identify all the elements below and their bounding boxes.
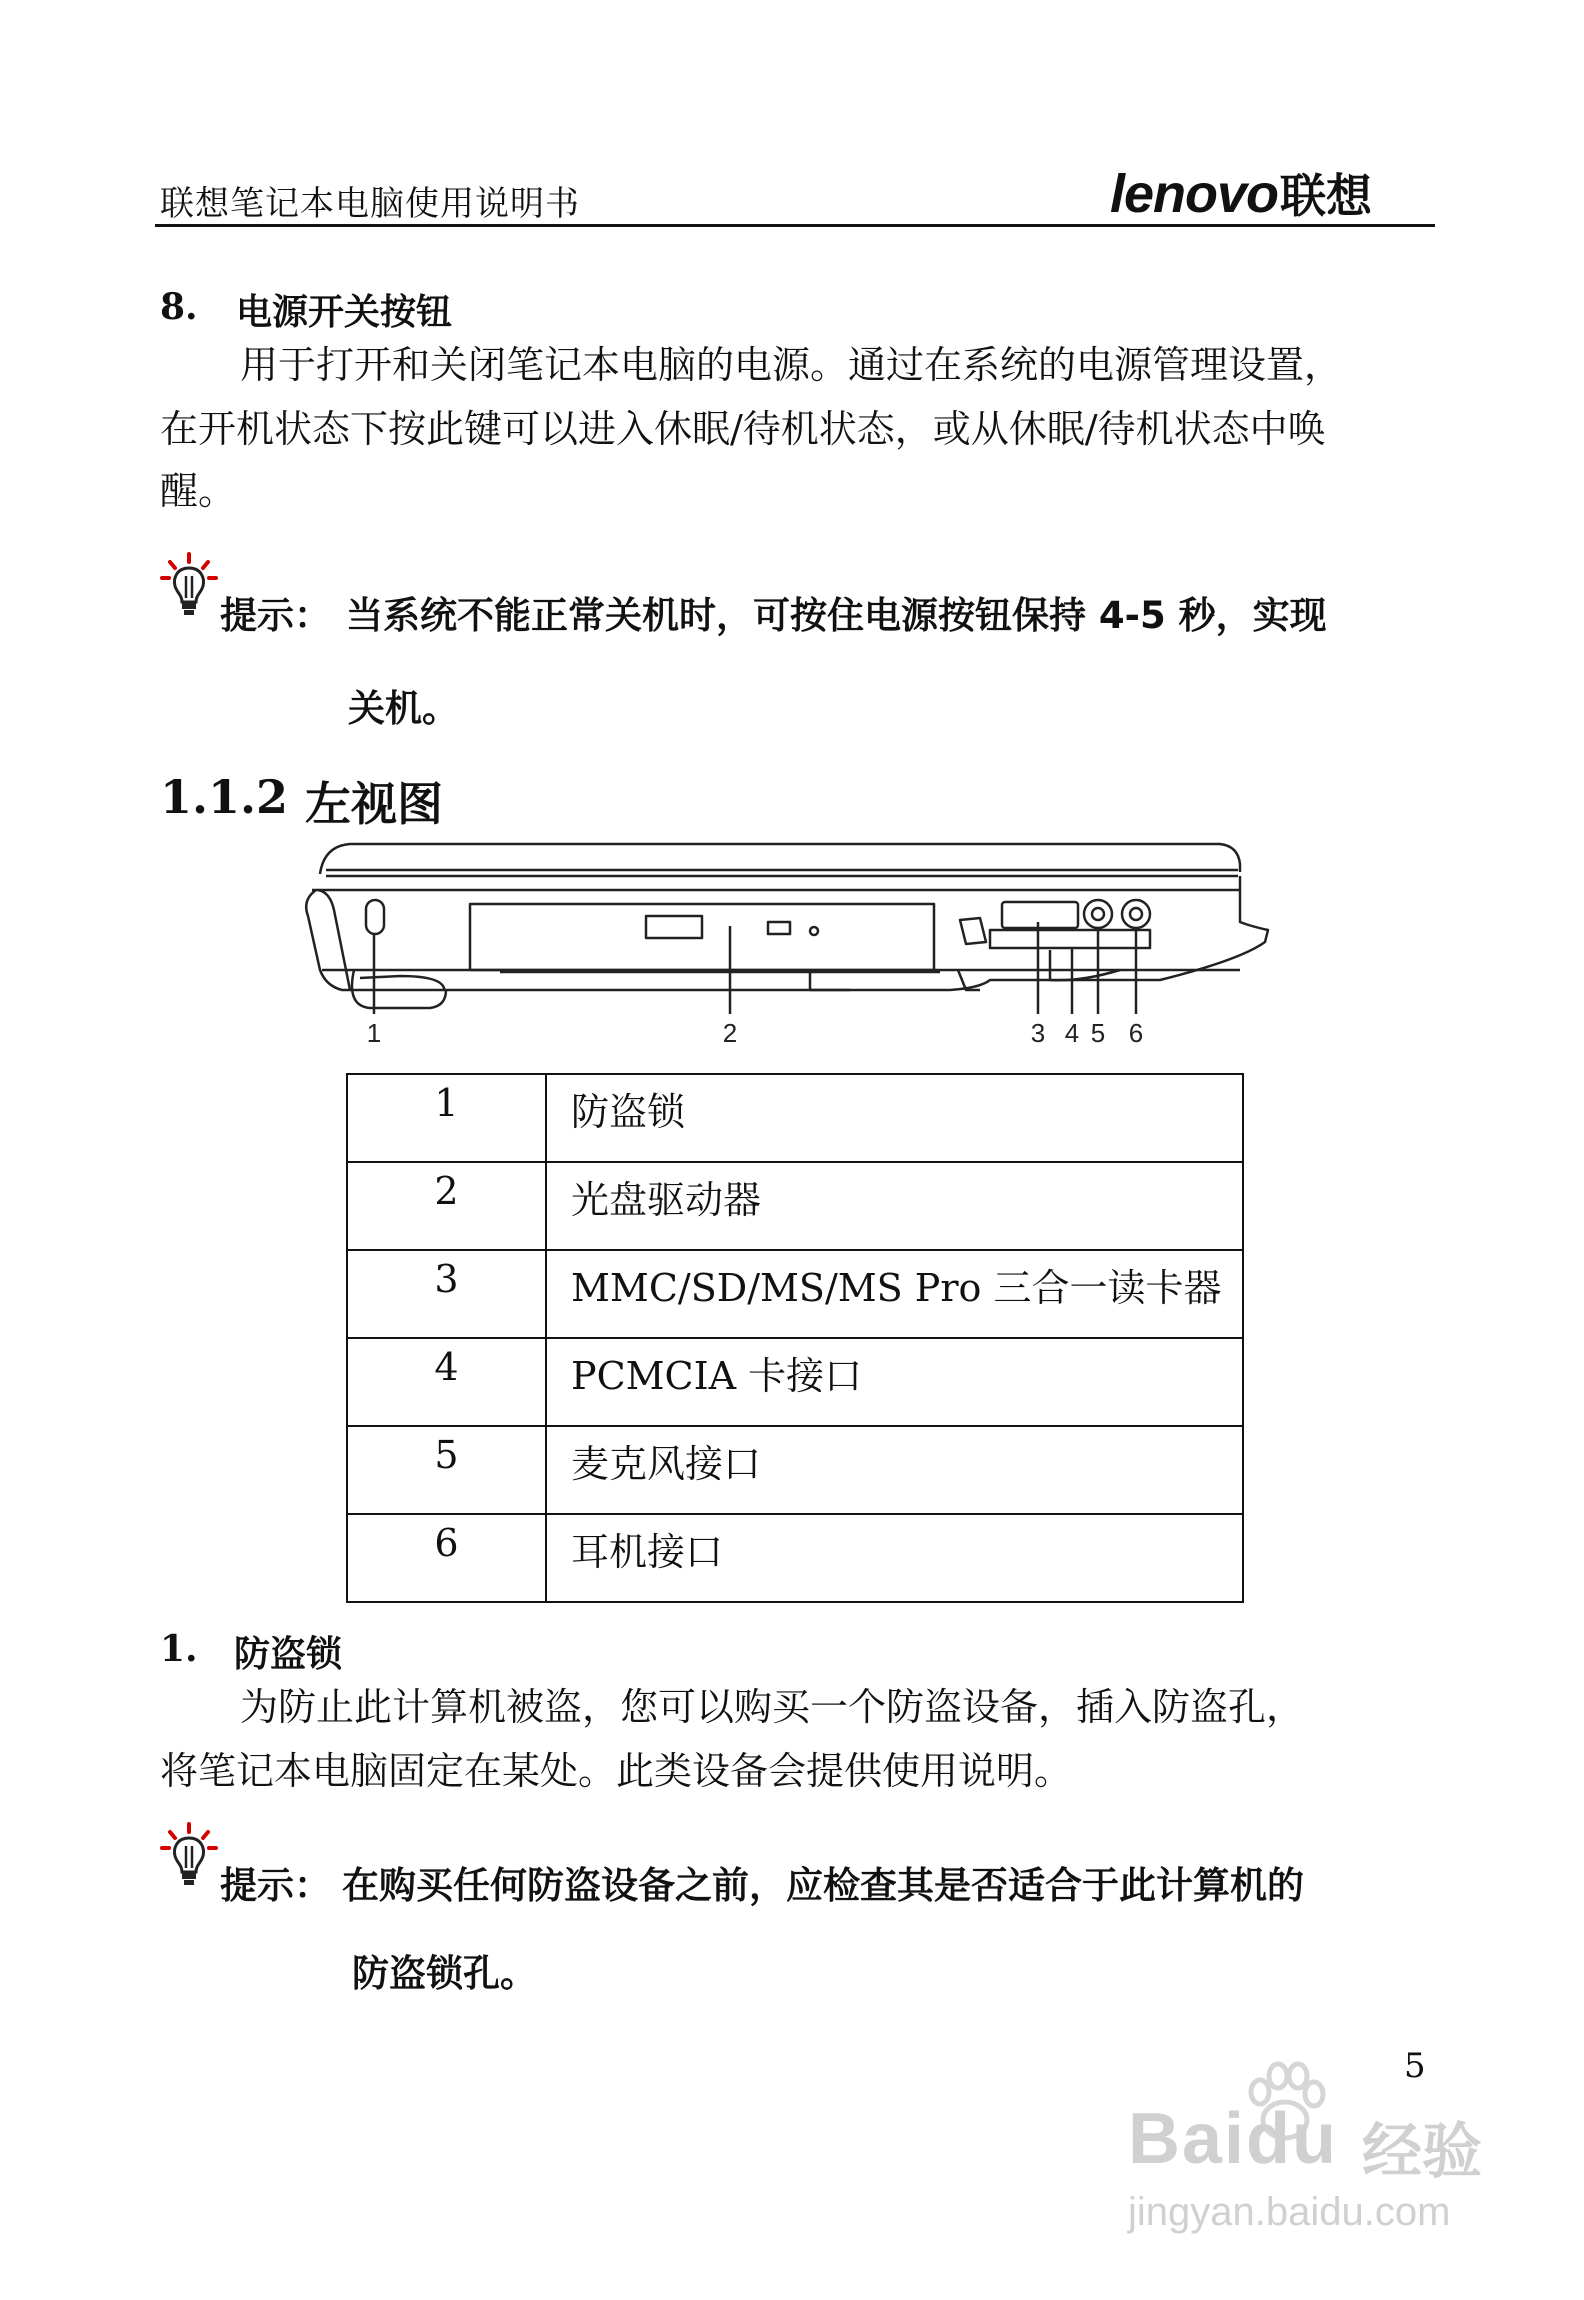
parts-table <box>346 1073 1244 1603</box>
watermark-cn: 经验 <box>1362 2118 1482 2185</box>
section-8-para-line-2: 在开机状态下按此键可以进入休眠/待机状态，或从休眠/待机状态中唤 <box>160 407 1326 451</box>
headphone-jack <box>1122 900 1150 928</box>
tip-1-label: 提示： <box>220 594 331 637</box>
optical-drive-eject-button <box>646 916 702 938</box>
security-lock-slot <box>366 900 384 934</box>
lenovo-logo-cn: 联想 <box>1280 170 1373 222</box>
tip-1-line-2: 关机。 <box>348 687 459 730</box>
mic-jack <box>1084 900 1112 928</box>
tip-2-label: 提示： <box>220 1864 331 1907</box>
part-number: 3 <box>347 1250 546 1338</box>
section-8-number: 8. <box>160 286 198 328</box>
watermark-url: jingyan.baidu.com <box>1128 2190 1451 2234</box>
part-number: 1 <box>347 1074 546 1162</box>
callout-5: 5 <box>1090 1018 1106 1048</box>
callout-3: 3 <box>1030 1018 1046 1048</box>
part-description: MMC/SD/MS/MS Pro 三合一读卡器 <box>546 1250 1243 1338</box>
section-1-para-line-1: 为防止此计算机被盗，您可以购买一个防盗设备，插入防盗孔， <box>240 1685 1305 1729</box>
tip-1-line-1: 当系统不能正常关机时，可按住电源按钮保持 4-5 秒，实现 <box>346 594 1327 637</box>
header-divider <box>155 224 1435 227</box>
lightbulb-icon <box>158 1820 220 1890</box>
table-row <box>347 1250 1243 1338</box>
part-description: 光盘驱动器 <box>546 1162 1243 1250</box>
section-8-para-line-1: 用于打开和关闭笔记本电脑的电源。通过在系统的电源管理设置， <box>240 343 1343 387</box>
part-description: 麦克风接口 <box>546 1426 1243 1514</box>
section-1-number: 1. <box>160 1628 198 1670</box>
table-row <box>347 1338 1243 1426</box>
watermark-brand: Baidu <box>1128 2099 1339 2179</box>
optical-drive-led <box>768 922 790 934</box>
optical-drive-pinhole <box>810 927 818 935</box>
part-description: 防盗锁 <box>546 1074 1243 1162</box>
laptop-left-view-diagram <box>290 830 1280 1070</box>
tip-2-line-1: 在购买任何防盗设备之前，应检查其是否适合于此计算机的 <box>342 1864 1304 1907</box>
section-112-title: 左视图 <box>305 777 443 831</box>
callout-1: 1 <box>366 1018 382 1048</box>
lenovo-logo-text: lenovo <box>1110 164 1279 224</box>
callout-2: 2 <box>722 1018 738 1048</box>
table-row <box>347 1162 1243 1250</box>
part-description: 耳机接口 <box>546 1514 1243 1602</box>
table-row <box>347 1426 1243 1514</box>
table-row <box>347 1514 1243 1602</box>
page-number: 5 <box>1404 2046 1426 2086</box>
part-number: 4 <box>347 1338 546 1426</box>
card-reader-slot <box>1002 902 1078 928</box>
running-header-title: 联想笔记本电脑使用说明书 <box>160 184 580 224</box>
section-1-para-line-2: 将笔记本电脑固定在某处。此类设备会提供使用说明。 <box>160 1749 1073 1793</box>
part-number: 2 <box>347 1162 546 1250</box>
part-description: PCMCIA 卡接口 <box>546 1338 1243 1426</box>
part-number: 6 <box>347 1514 546 1602</box>
table-row <box>347 1074 1243 1162</box>
pcmcia-slot <box>990 930 1150 948</box>
lenovo-logo <box>1110 160 1372 226</box>
section-1-title: 防盗锁 <box>234 1634 343 1675</box>
section-8-para-line-3: 醒。 <box>160 469 237 513</box>
section-112-number: 1.1.2 <box>160 770 289 824</box>
lightbulb-icon <box>158 550 220 620</box>
part-number: 5 <box>347 1426 546 1514</box>
section-8-title: 电源开关按钮 <box>236 292 453 333</box>
callout-4: 4 <box>1064 1018 1080 1048</box>
tip-2-line-2: 防盗锁孔。 <box>352 1952 537 1995</box>
callout-6: 6 <box>1128 1018 1144 1048</box>
